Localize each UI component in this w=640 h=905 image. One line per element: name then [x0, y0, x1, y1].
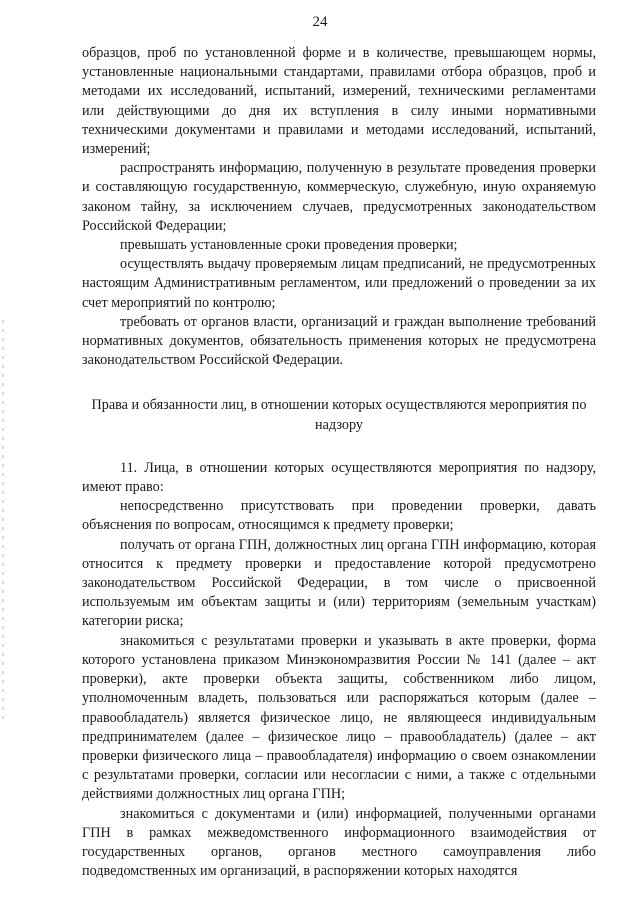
page-number: 24 — [312, 14, 328, 30]
page-content — [82, 44, 596, 881]
paragraph: знакомиться с результатами проверки и указывать в акте проверки, форма которого установлена приказом Минэкономразвития России № 141 (далее – акт проверки), акте проверки объекта защиты, собственником либо лицом, уполномоченным владеть, пользоваться или распоряжаться которым (далее – правообладатель) является физическое лицо, не являющееся индивидуальным предпринимателем (далее – физическое лицо – правообладатель) (далее – акт проверки физического лица – правообладателя) информацию о своем ознакомлении с результатами проверки, согласии или несогласии с ними, а также с отдельными действиями должностных лиц органа ГПН; — [82, 632, 596, 803]
paragraph: распространять информацию, полученную в результате проведения проверки и составляющую государственную, коммерческую, служебную, иную охраняемую законом тайну, за исключением случаев, предусмотренных законодательством Российской Федерации; — [82, 160, 596, 234]
scan-edge-artifact — [2, 320, 4, 720]
paragraph: требовать от органов власти, организаций и граждан выполнение требований нормативных документов, обязательность применения которых не предусмотрена законодательством Российской Федерации. — [82, 313, 596, 369]
section-heading: Права и обязанности лиц, в отношении которых осуществляются мероприятия по надзору — [91, 397, 587, 433]
paragraph: превышать установленные сроки проведения проверки; — [120, 237, 458, 254]
paragraph: 11. Лица, в отношении которых осуществляются мероприятия по надзору, имеют право: — [82, 459, 596, 496]
paragraph: непосредственно присутствовать при проведении проверки, давать объяснения по вопросам, относящимся к предмету проверки; — [82, 498, 596, 534]
paragraph: образцов, проб по установленной форме и в количестве, превышающем нормы, установленные национальными стандартами, правилами отбора образцов, проб и методами их исследований, испытаний, измерений, техническими регламентами или действующими до дня их вступления в силу иными нормативными техническими документами и правилами и методами исследований, испытаний, измерений; — [82, 45, 596, 158]
paragraph: осуществлять выдачу проверяемым лицам предписаний, не предусмотренных настоящим Административным регламентом, или предложений о проведении за их счет мероприятий по контролю; — [82, 256, 596, 311]
paragraph: получать от органа ГПН, должностных лиц органа ГПН информацию, которая относится к предмету проверки и предоставление которой предусмотрено законодательством Российской Федерации, в том числе о присвоенной используемым им объектам защиты и (или) территориям (земельным участкам) категории риска; — [82, 536, 596, 630]
paragraph: знакомиться с документами и (или) информацией, полученными органами ГПН в рамках межведомственного информационного взаимодействия от государственных органов, органов местного самоуправления либо подведомственных им организаций, в распоряжении которых находятся — [82, 805, 596, 880]
